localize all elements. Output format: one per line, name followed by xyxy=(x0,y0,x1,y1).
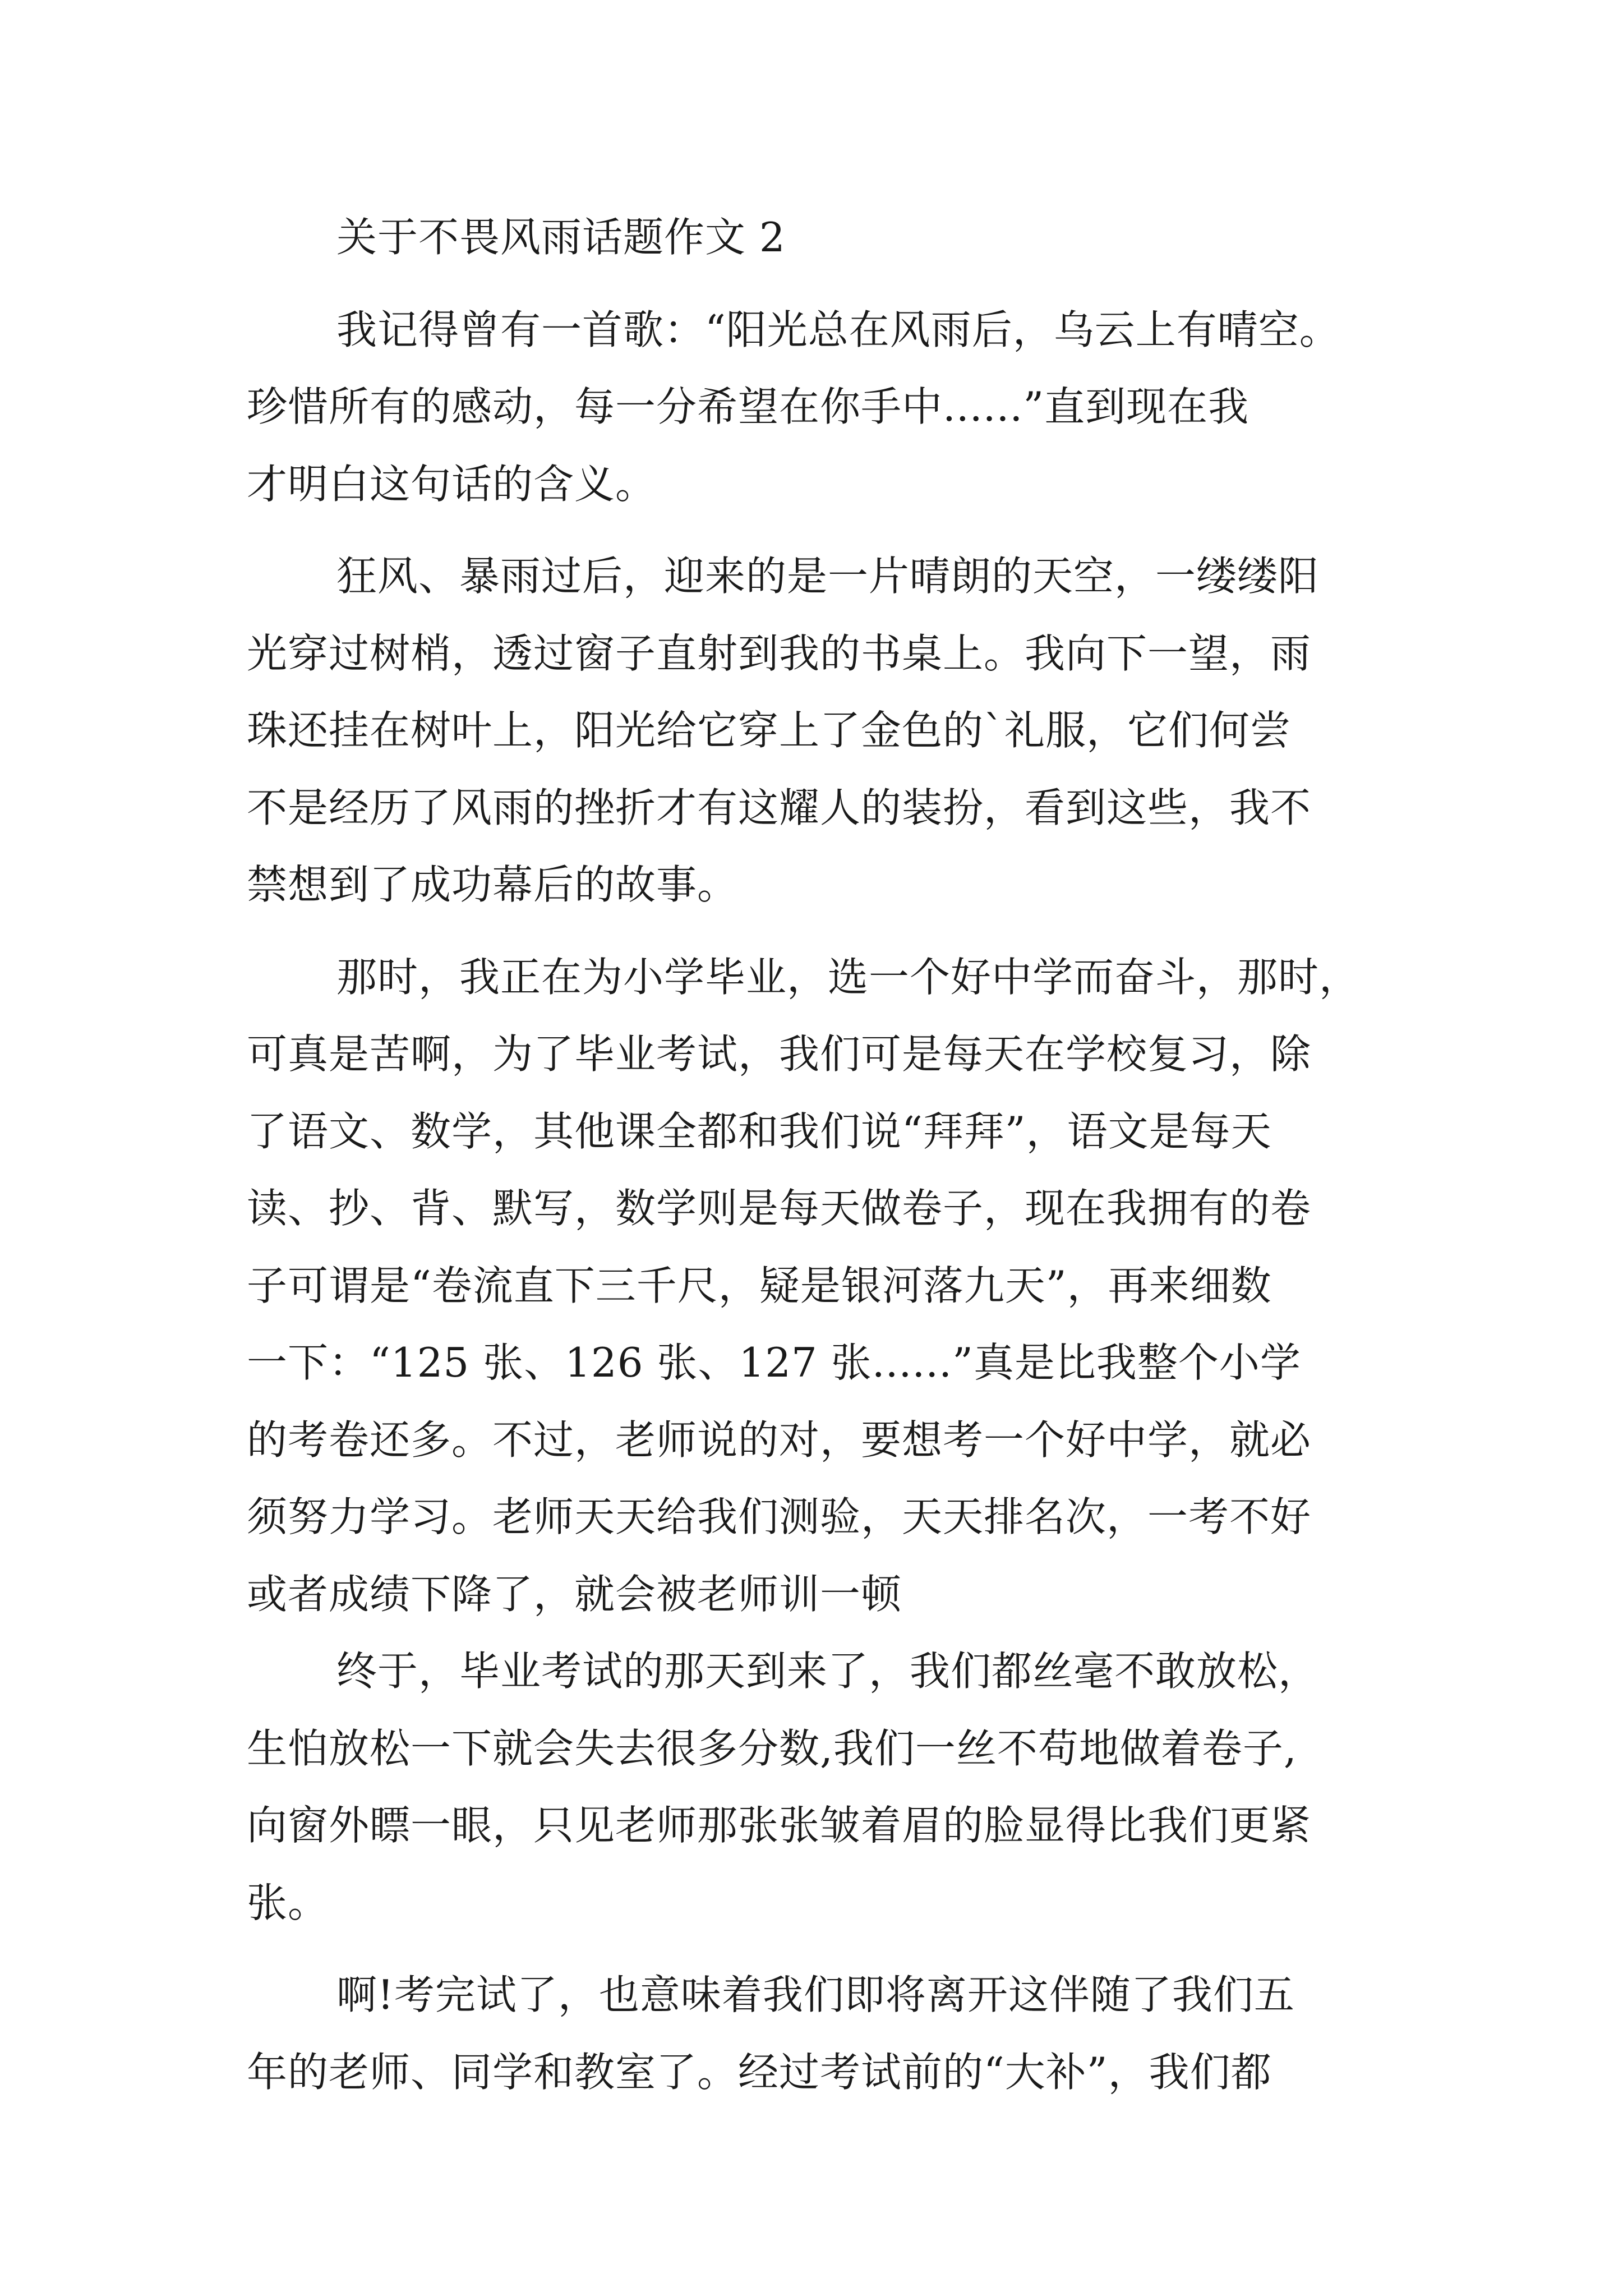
essay-title: 关于不畏风雨话题作文 2 xyxy=(336,214,786,261)
paragraph xyxy=(247,1633,1391,1941)
paragraph-line: 终于，毕业考试的那天到来了，我们都丝毫不敢放松， xyxy=(336,1648,1320,1695)
essay-body xyxy=(247,199,1391,2111)
paragraph xyxy=(247,1957,1391,2111)
paragraph xyxy=(247,538,1391,924)
paragraph xyxy=(247,939,1391,1634)
paragraph-line: 的考卷还多。不过，老师说的对，要想考一个好中学，就必 xyxy=(247,1416,1312,1464)
paragraph-line: 禁想到了成功幕后的故事。 xyxy=(247,861,739,908)
paragraph-line: 年的老师、同学和教室了。经过考试前的“大补”，我们都 xyxy=(247,2048,1272,2096)
paragraph-line: 生怕放松一下就会失去很多分数,我们一丝不苟地做着卷子, xyxy=(247,1724,1297,1772)
paragraph-line: 狂风、暴雨过后，迎来的是一片晴朗的天空，一缕缕阳 xyxy=(336,553,1320,600)
paragraph-line: 啊!考完试了，也意味着我们即将离开这伴随了我们五 xyxy=(336,1971,1295,2018)
paragraph xyxy=(247,292,1391,523)
paragraph-line: 或者成绩下降了，就会被老师训一顿 xyxy=(247,1570,902,1618)
paragraph-line: 须努力学习。老师天天给我们测验，天天排名次，一考不好 xyxy=(247,1493,1312,1540)
paragraph-line: 一下：“125 张、126 张、127 张......”真是比我整个小学 xyxy=(247,1339,1301,1386)
paragraph-line: 张。 xyxy=(247,1879,329,1926)
paragraph-line: 那时，我正在为小学毕业，选一个好中学而奋斗，那时， xyxy=(336,953,1361,1001)
paragraph-line: 光穿过树梢，透过窗子直射到我的书桌上。我向下一望，雨 xyxy=(247,629,1312,677)
paragraph-line: 珍惜所有的感动，每一分希望在你手中......”直到现在我 xyxy=(247,383,1249,430)
paragraph-line: 向窗外瞟一眼，只见老师那张张皱着眉的脸显得比我们更紧 xyxy=(247,1802,1312,1849)
paragraph-line: 珠还挂在树叶上，阳光给它穿上了金色的`礼服，它们何尝 xyxy=(247,707,1292,754)
paragraph-line: 了语文、数学，其他课全都和我们说“拜拜”，语文是每天 xyxy=(247,1107,1272,1155)
paragraph-line: 读、抄、背、默写，数学则是每天做卷子，现在我拥有的卷 xyxy=(247,1185,1312,1232)
paragraph-line: 可真是苦啊，为了毕业考试，我们可是每天在学校复习，除 xyxy=(247,1030,1312,1078)
paragraph-line: 不是经历了风雨的挫折才有这耀人的装扮，看到这些，我不 xyxy=(247,784,1312,831)
paragraph-line: 才明白这句话的含义。 xyxy=(247,460,657,508)
paragraph-line: 子可谓是“卷流直下三千尺，疑是银河落九天”，再来细数 xyxy=(247,1262,1272,1309)
paragraph-line: 我记得曾有一首歌：“阳光总在风雨后，乌云上有晴空。 xyxy=(336,306,1340,353)
